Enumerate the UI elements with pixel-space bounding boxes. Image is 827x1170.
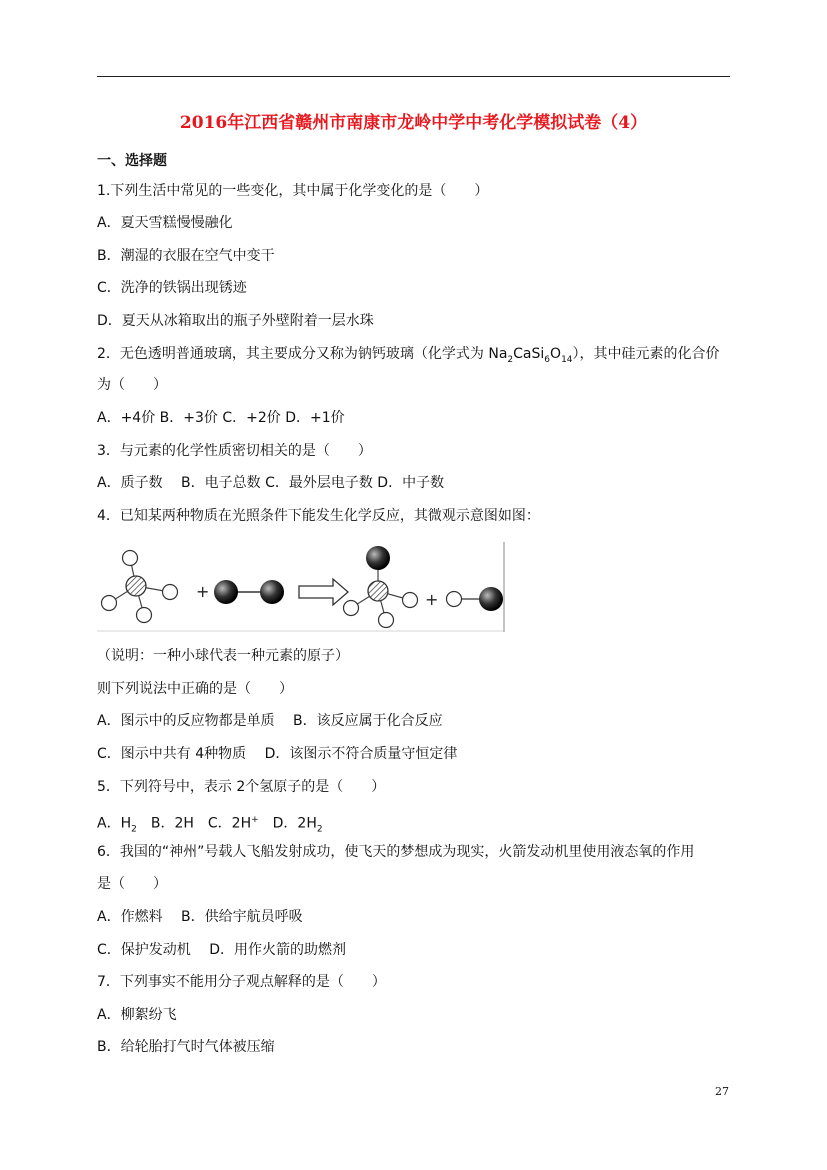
plus-sign-1: + [196,582,210,601]
header-rule [97,76,730,77]
q7-stem: 7．下列事实不能用分子观点解释的是（ ） [97,974,386,990]
q6-stem-continued: 是（ ） [97,876,167,892]
section-heading: 一、选择题 [97,153,167,169]
q4-note: （说明：一种小球代表一种元素的原子） [97,648,349,664]
q5-a-sub: 2 [131,824,137,835]
q6-options-ab: A．作燃料 B．供给宇航员呼吸 [97,909,303,925]
q6-stem: 6．我国的“神州”号载人飞船发射成功，使飞天的梦想成为现实，火箭发动机里使用液态氧的作用 [97,844,695,860]
q2-sub-na: 2 [507,354,514,365]
q2-stem-continued: 为（ ） [97,377,167,393]
q5-option-d: D．2H [258,815,317,832]
q4-stem: 4．已知某两种物质在光照条件下能发生化学反应，其微观示意图如图： [97,508,540,524]
q1-option-b: B．潮湿的衣服在空气中变干 [97,248,275,264]
page-title: 2016年江西省赣州市南康市龙岭中学中考化学模拟试卷（4） [179,113,648,133]
q5-option-bc: B．2H C．2H [136,815,252,832]
reaction-diagram [97,542,507,632]
q2-mid2: O [550,346,562,362]
q4-options-ab: A．图示中的反应物都是单质 B．该反应属于化合反应 [97,713,443,729]
q1-option-d: D．夏天从冰箱取出的瓶子外壁附着一层水珠 [97,313,374,329]
plus-sign-2: + [425,590,439,609]
reactant-molecule-2 [214,580,284,604]
product-molecule-2 [447,587,504,611]
q3-stem: 3．与元素的化学性质密切相关的是（ ） [97,443,372,459]
q1-option-a: A．夏天雪糕慢慢融化 [97,215,233,231]
q5-c-sup: + [251,815,259,825]
q4-options-cd: C．图示中共有 4种物质 D．该图示不符合质量守恒定律 [97,746,458,762]
q7-option-b: B．给轮胎打气时气体被压缩 [97,1039,275,1055]
q5-options [97,810,323,839]
q6-options-cd: C．保护发动机 D．用作火箭的助燃剂 [97,942,347,958]
q3-options: A．质子数 B．电子总数 C．最外层电子数 D．中子数 [97,475,445,491]
q2-mid1: CaSi [513,346,545,362]
q2-sub-o: 14 [561,354,573,365]
q2-stem-post: ），其中硅元素的化合价 [572,346,720,362]
q5-stem: 5．下列符号中，表示 2个氢原子的是（ ） [97,779,386,795]
q1-option-c: C．洗净的铁锅出现锈迹 [97,280,247,296]
q5-d-sub: 2 [316,824,323,835]
product-molecule-1 [344,546,418,628]
q7-option-a: A．柳絮纷飞 [97,1007,177,1023]
reactant-molecule-1 [102,551,178,623]
q2-options: A．+4价 B．+3价 C．+2价 D．+1价 [97,410,345,426]
q5-option-a: A．H [97,815,132,832]
reaction-arrow [299,579,348,605]
q2-stem-pre: 2．无色透明普通玻璃，其主要成分又称为钠钙玻璃（化学式为 Na [97,346,508,362]
page-number: 27 [715,1085,729,1098]
q2-sub-si: 6 [544,354,551,365]
q1-stem: 1.下列生活中常见的一些变化，其中属于化学变化的是（ ） [97,183,489,199]
q4-stem-continued: 则下列说法中正确的是（ ） [97,681,293,697]
q2-stem [97,344,720,370]
